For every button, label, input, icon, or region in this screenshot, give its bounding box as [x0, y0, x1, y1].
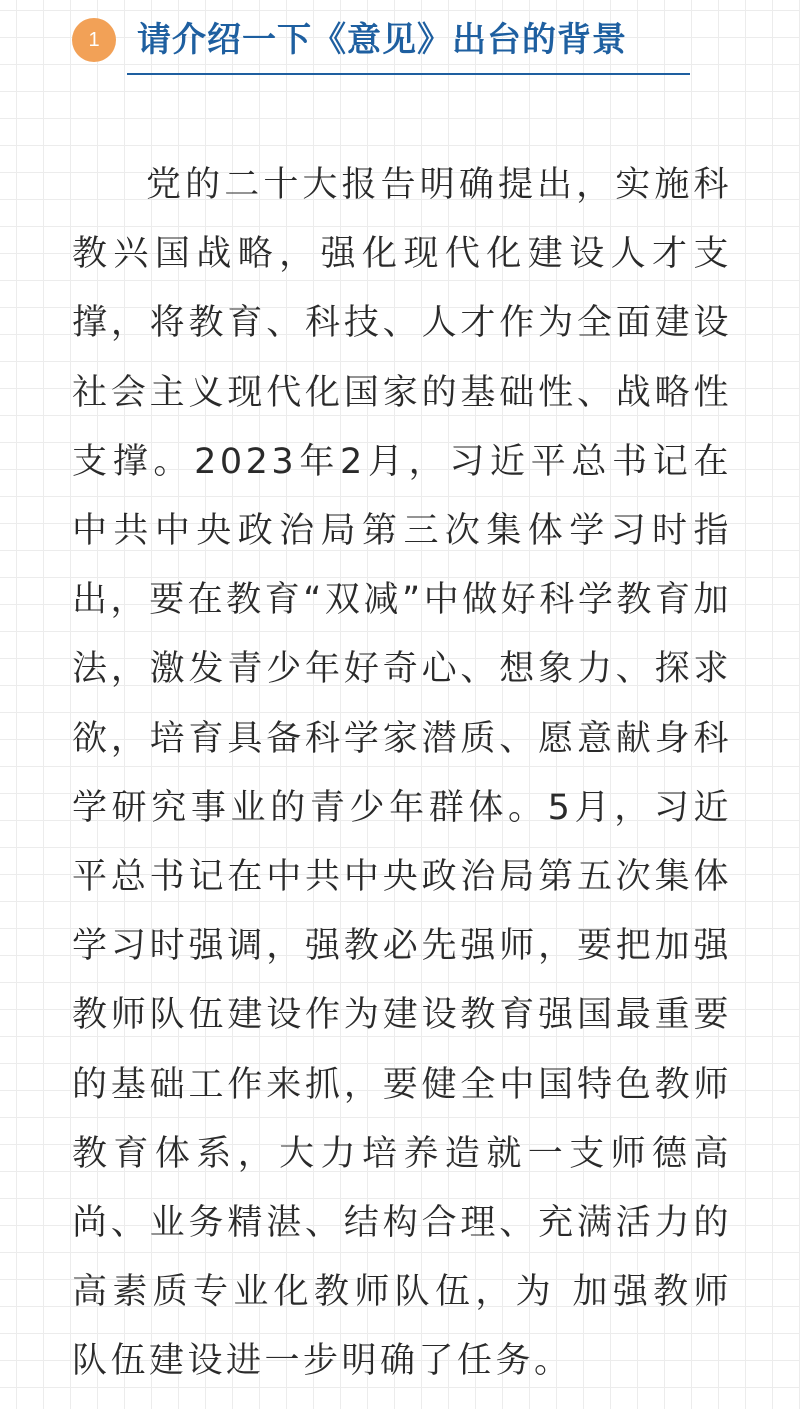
section-number-badge: 1 [72, 18, 116, 62]
body-paragraph: 党的二十大报告明确提出，实施科教兴国战略，强化现代化建设人才支撑，将教育、科技、人才作为全面建设社会主义现代化国家的基础性、战略性支撑。2023年2月，习近平总书记在中共中央政治局第三次集体学习时指出，要在教育“双减”中做好科学教育加法，激发青少年好奇心、想象力、探求欲，培育具备科学家潜质、愿意献身科学研究事业的青少年群体。5月，习近平总书记在中共中央政治局第五次集体学习时强调，强教必先强师，要把加强教师队伍建设作为建设教育强国最重要的基础工作来抓，要健全中国特色教师教育体系，大力培养造就一支师德高尚、业务精湛、结构合理、充满活力的高素质专业化教师队伍，为 加强教师队伍建设进一步明确了任务。 [72, 165, 732, 1382]
title-underline [127, 73, 690, 75]
section-title: 请介绍一下《意见》出台的背景 [137, 20, 627, 60]
section-header [72, 14, 627, 66]
